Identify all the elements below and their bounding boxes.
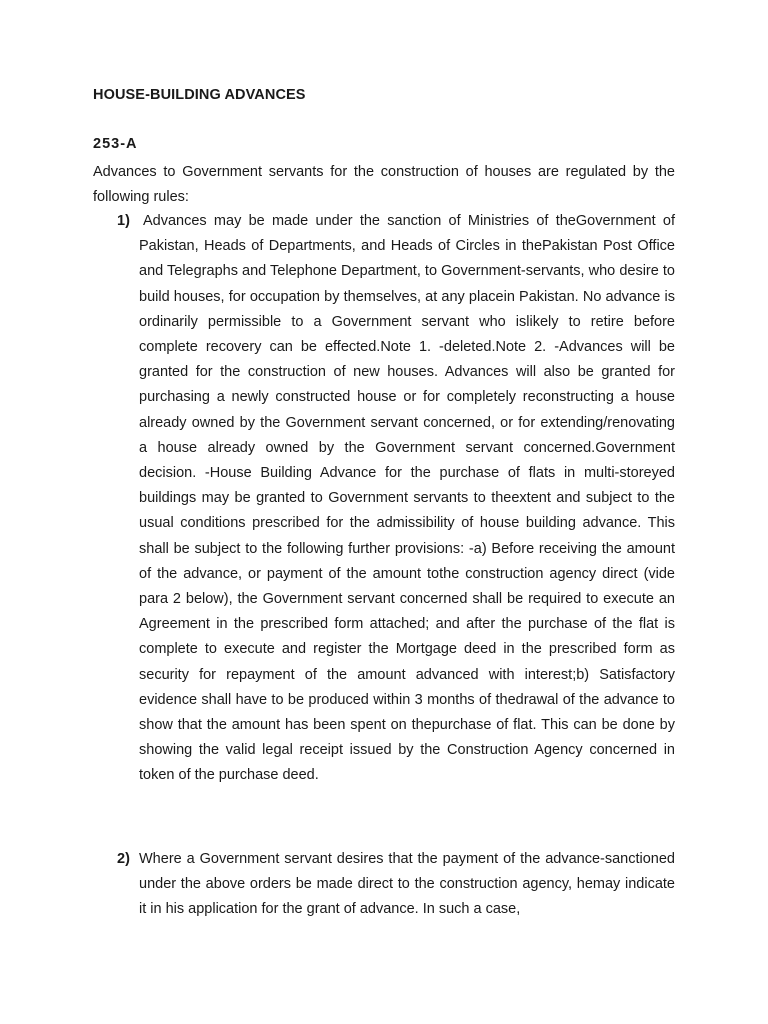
rule-number: 2) (117, 851, 130, 867)
rule-text: Where a Government servant desires that the payment of the advance-sanctioned under the above orders be made direct to the construction agency, hemay indicate it in his application for the grant of advance. In such a case, (139, 851, 675, 918)
rule-text (139, 209, 675, 789)
rule-item-1 (93, 209, 675, 789)
document-title: HOUSE-BUILDING ADVANCES (93, 87, 306, 103)
rule-number: 1) (117, 213, 130, 229)
rule-text-content: Advances may be made under the sanction of Ministries of theGovernment of Pakistan, Heads of Departments, and Heads of Circles in thePakistan Post Office and Telegraphs and Telephone Department, to Government-servants, who desire to build houses, for occupation by themselves, at any placein Pakistan. No advance is ordinarily permissible to a Government servant who islikely to retire before complete recovery can be effected.Note 1. -deleted.Note 2. -Advances will be granted for the construction of new houses. Advances will also be granted for purchasing a newly constructed house or for completely reconstructing a house already owned by the Government servant concerned, or for extending/renovating a house already owned by the Government servant concerned.Government decision. -House Building Advance for the purchase of flats in multi-storeyed buildings may be granted to Government servants to theextent and subject to the usual conditions prescribed for the admissibility of house building advance. This shall be subject to the following further provisions: -a) Before receiving the amount of the advance, or payment of the amount tothe construction agency direct (vide para 2 below), the Government servant concerned shall be required to execute an Agreement in the prescribed form attached; and after the purchase of the flat is complete to execute and register the Mortgage deed in the prescribed form as security for repayment of the amount advanced with interest;b) Satisfactory evidence shall have to be produced within 3 months of thedrawal of the advance to show that the amount has been spent on thepurchase of flat. This can be done by showing the valid legal receipt issued by the Construction Agency concerned in token of the purchase deed. (139, 213, 675, 784)
section-number: 253-A (93, 136, 138, 152)
rule-item-2 (93, 847, 675, 923)
intro-paragraph: Advances to Government servants for the construction of houses are regulated by the following rules: (93, 164, 675, 206)
